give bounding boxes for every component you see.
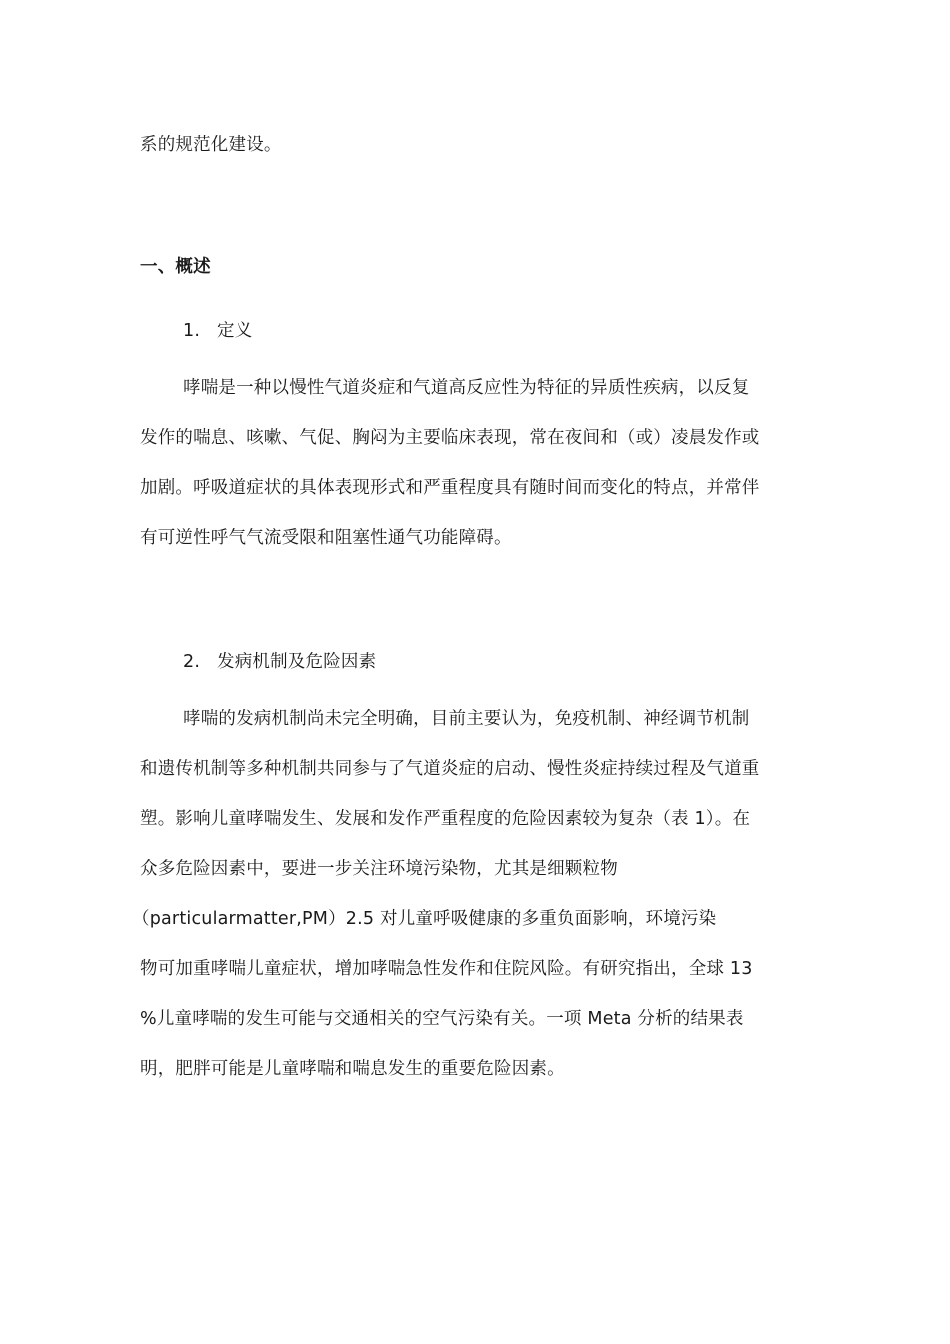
paragraph-line: 物可加重哮喘儿童症状，增加哮喘急性发作和住院风险。有研究指出，全球 13 bbox=[140, 959, 753, 979]
subheading-title: 定义 bbox=[217, 321, 253, 341]
paragraph-line: 加剧。呼吸道症状的具体表现形式和严重程度具有随时间而变化的特点，并常伴 bbox=[140, 478, 760, 498]
paragraph-line: 有可逆性呼气气流受限和阻塞性通气功能障碍。 bbox=[140, 528, 512, 548]
subheading-definition bbox=[183, 319, 252, 343]
continuation-text: 系的规范化建设。 bbox=[140, 135, 282, 155]
paragraph-line: 发作的喘息、咳嗽、气促、胸闷为主要临床表现，常在夜间和（或）凌晨发作或 bbox=[140, 428, 760, 448]
paragraph-line: 哮喘是一种以慢性气道炎症和气道高反应性为特征的异质性疾病，以反复 bbox=[183, 378, 750, 398]
paragraph-line: %儿童哮喘的发生可能与交通相关的空气污染有关。一项 Meta 分析的结果表 bbox=[140, 1009, 744, 1029]
paragraph-line: 众多危险因素中，要进一步关注环境污染物，尤其是细颗粒物 bbox=[140, 859, 618, 879]
section-heading: 一、概述 bbox=[140, 257, 211, 277]
paragraph-line: 明，肥胖可能是儿童哮喘和喘息发生的重要危险因素。 bbox=[140, 1059, 565, 1079]
subheading-number: 1. bbox=[183, 321, 201, 341]
subheading-mechanism bbox=[183, 650, 376, 674]
paragraph-line: 和遗传机制等多种机制共同参与了气道炎症的启动、慢性炎症持续过程及气道重 bbox=[140, 759, 760, 779]
paragraph-line: 哮喘的发病机制尚未完全明确，目前主要认为，免疫机制、神经调节机制 bbox=[183, 709, 750, 729]
subheading-title: 发病机制及危险因素 bbox=[217, 652, 377, 672]
paragraph-line: （particularmatter,PM）2.5 对儿童呼吸健康的多重负面影响，环境污染 bbox=[132, 909, 717, 929]
paragraph-line: 塑。影响儿童哮喘发生、发展和发作严重程度的危险因素较为复杂（表 1）。在 bbox=[140, 809, 751, 829]
subheading-number: 2. bbox=[183, 652, 201, 672]
